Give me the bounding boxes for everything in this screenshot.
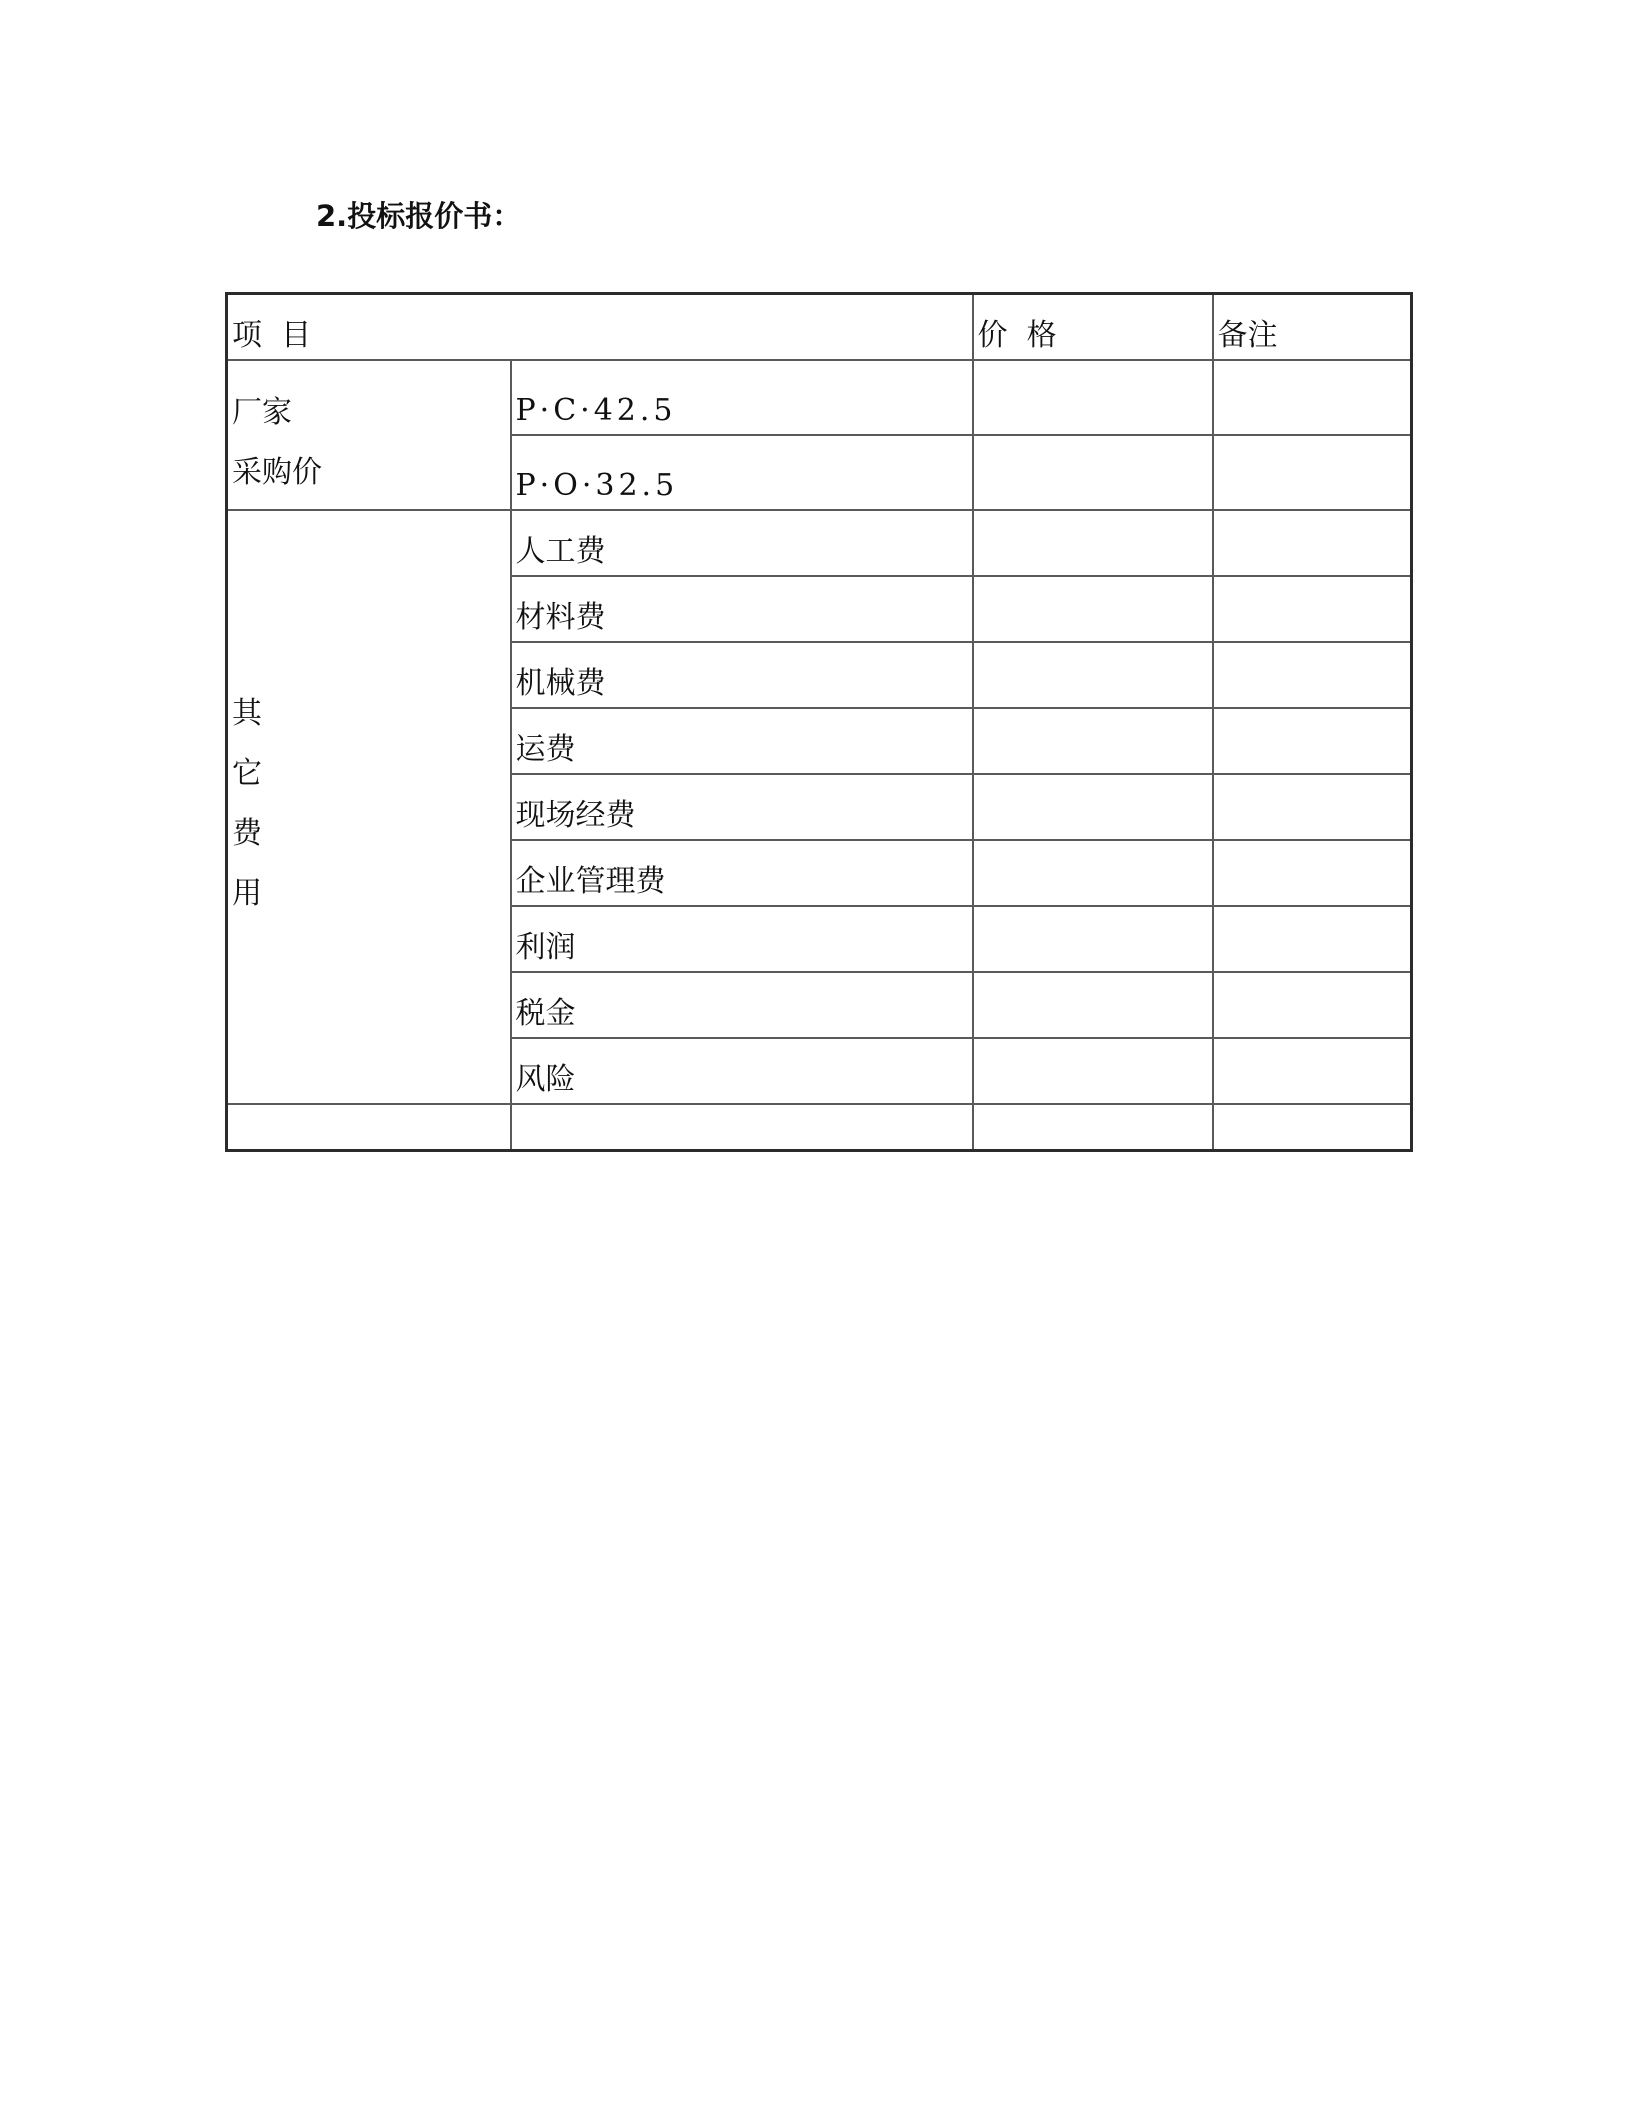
remark-cell	[1213, 576, 1412, 642]
price-cell	[973, 642, 1213, 708]
remark-cell	[1213, 360, 1412, 435]
price-cell	[973, 840, 1213, 906]
table-header-row	[227, 294, 1412, 360]
price-cell	[973, 906, 1213, 972]
header-price: 价 格	[973, 294, 1213, 360]
item-cell: 机械费	[511, 642, 973, 708]
manufacturer-price-label	[227, 360, 511, 510]
manufacturer-label-line: 厂家	[232, 394, 292, 430]
item-cell: 现场经费	[511, 774, 973, 840]
item-cell: 材料费	[511, 576, 973, 642]
price-cell	[973, 1038, 1213, 1104]
page-title: 2.投标报价书：	[316, 199, 522, 233]
other-label-char: 用	[232, 875, 262, 911]
remark-cell	[1213, 774, 1412, 840]
other-label-char: 它	[232, 755, 262, 791]
price-cell	[973, 510, 1213, 576]
item-cell: 企业管理费	[511, 840, 973, 906]
manufacturer-label-line: 采购价	[232, 454, 322, 490]
table-total-row	[227, 1104, 1412, 1151]
bid-quotation-table	[225, 292, 1413, 1152]
remark-cell	[1213, 906, 1412, 972]
table-row	[227, 510, 1412, 576]
item-cell: 风险	[511, 1038, 973, 1104]
item-cell: 税金	[511, 972, 973, 1038]
item-cell: 利润	[511, 906, 973, 972]
header-item: 项 目	[227, 294, 973, 360]
remark-cell	[1213, 435, 1412, 510]
price-cell	[973, 360, 1213, 435]
total-remark-cell	[1213, 1104, 1412, 1151]
remark-cell	[1213, 1038, 1412, 1104]
item-cell: 运费	[511, 708, 973, 774]
total-item-cell	[511, 1104, 973, 1151]
price-cell	[973, 972, 1213, 1038]
total-label-cell	[227, 1104, 511, 1151]
total-price-cell	[973, 1104, 1213, 1151]
remark-cell	[1213, 642, 1412, 708]
other-label-char: 其	[232, 695, 262, 731]
remark-cell	[1213, 972, 1412, 1038]
other-costs-label	[227, 510, 511, 1104]
item-cell: P·C·42.5	[511, 360, 973, 435]
item-cell: P·O·32.5	[511, 435, 973, 510]
other-label-char: 费	[232, 815, 262, 851]
price-cell	[973, 576, 1213, 642]
remark-cell	[1213, 708, 1412, 774]
header-remark: 备注	[1213, 294, 1412, 360]
remark-cell	[1213, 510, 1412, 576]
item-cell: 人工费	[511, 510, 973, 576]
price-cell	[973, 435, 1213, 510]
price-cell	[973, 708, 1213, 774]
remark-cell	[1213, 840, 1412, 906]
price-cell	[973, 774, 1213, 840]
table-row	[227, 360, 1412, 435]
